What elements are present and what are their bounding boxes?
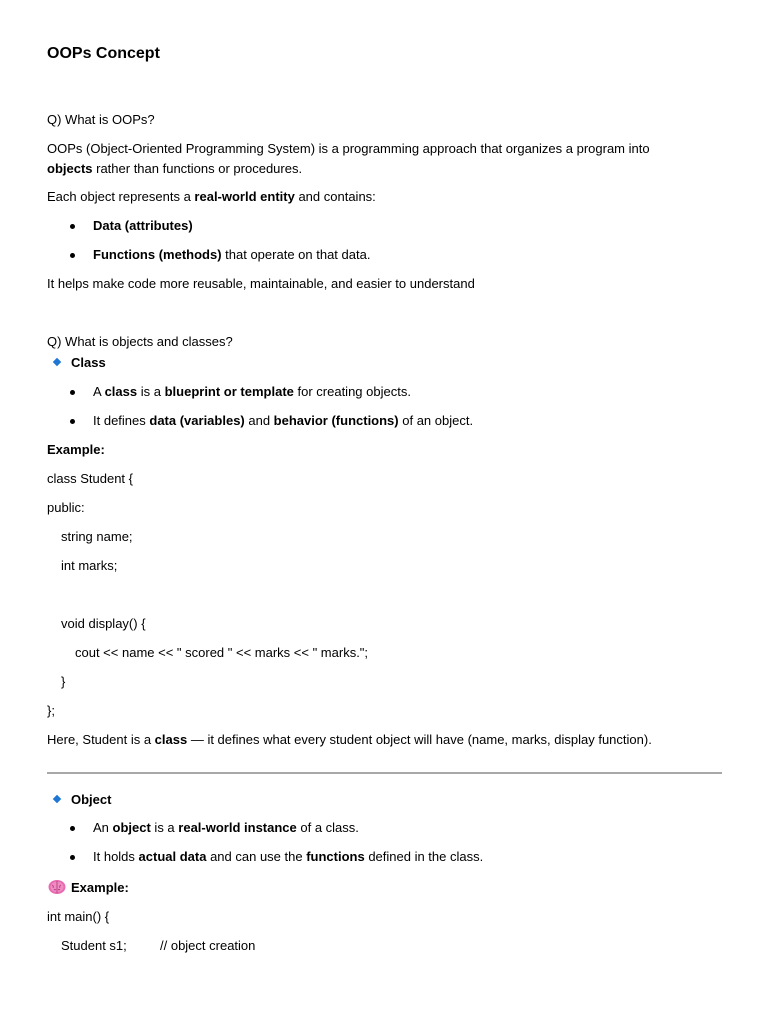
text: of a class.: [296, 820, 359, 835]
code-line: };: [47, 703, 55, 718]
bold-text: behavior (functions): [273, 413, 399, 428]
example-label: [71, 880, 129, 896]
text: It holds: [93, 849, 139, 864]
bold-text: functions: [306, 849, 365, 864]
list-item: [93, 247, 370, 263]
class-explanation: [47, 732, 652, 748]
list-item: [93, 820, 359, 836]
bullet-icon: [70, 224, 75, 229]
text: that operate on that data.: [221, 247, 371, 262]
bold-text: actual data: [138, 849, 207, 864]
bold-text: class: [104, 384, 138, 399]
oops-definition-line1: OOPs (Object-Oriented Programming System) is a programming approach that organizes a program into: [47, 141, 650, 156]
text: — it defines what every student object will have (name, marks, display function).: [187, 732, 652, 747]
bold-text: class: [154, 732, 188, 747]
code-line: string name;: [61, 529, 133, 544]
code-comment: // object creation: [160, 938, 256, 953]
question-objects-classes: Q) What is objects and classes?: [47, 334, 233, 349]
bullet-icon: [70, 419, 75, 424]
object-heading: [71, 792, 111, 808]
text: Each object represents a: [47, 189, 195, 204]
text: for creating objects.: [293, 384, 411, 399]
bold-text: object: [112, 820, 151, 835]
code-line: void display() {: [61, 616, 146, 631]
bold-text: blueprint or template: [164, 384, 294, 399]
code-line: int marks;: [61, 558, 118, 573]
bullet-icon: [70, 390, 75, 395]
helps-line: It helps make code more reusable, maintainable, and easier to understand: [47, 276, 475, 291]
oops-definition-line2: [47, 161, 302, 177]
example-label: [47, 442, 105, 458]
code-line: public:: [47, 500, 85, 515]
object-represents-line: [47, 189, 376, 205]
text: An: [93, 820, 113, 835]
text: and contains:: [294, 189, 376, 204]
bold-text: Functions (methods): [93, 247, 222, 262]
bold-text: real-world entity: [194, 189, 295, 204]
code-line: int main() {: [47, 909, 110, 924]
code-line: Student s1;: [61, 938, 127, 953]
bold-text: Example:: [71, 880, 129, 895]
text: and can use the: [206, 849, 307, 864]
bold-text: data (variables): [149, 413, 245, 428]
text: of an object.: [398, 413, 474, 428]
list-item: [93, 849, 483, 865]
text: rather than functions or procedures.: [92, 161, 303, 176]
bullet-icon: [70, 855, 75, 860]
bold-text: Object: [71, 792, 112, 807]
code-line: }: [61, 674, 66, 689]
bullet-icon: [70, 253, 75, 258]
class-heading: [71, 355, 106, 371]
code-line: cout << name << " scored " << marks << " marks.";: [75, 645, 369, 660]
text: and: [244, 413, 274, 428]
bold-text: objects: [47, 161, 93, 176]
list-item: [93, 413, 473, 429]
bullet-icon: [70, 826, 75, 831]
bold-text: real-world instance: [178, 820, 297, 835]
text: is a: [150, 820, 179, 835]
list-item: [93, 384, 411, 400]
code-line: class Student {: [47, 471, 133, 486]
horizontal-rule: [47, 772, 722, 774]
brain-icon: [48, 879, 66, 895]
text: defined in the class.: [364, 849, 484, 864]
bold-text: Class: [71, 355, 106, 370]
text: Here, Student is a: [47, 732, 155, 747]
diamond-icon: [53, 795, 61, 803]
text: is a: [137, 384, 165, 399]
page-title: OOPs Concept: [47, 45, 160, 62]
question-oops: Q) What is OOPs?: [47, 112, 155, 127]
text: A: [93, 384, 105, 399]
bold-text: Example:: [47, 442, 105, 457]
list-item: [93, 218, 193, 234]
text: It defines: [93, 413, 150, 428]
bold-text: Data (attributes): [93, 218, 193, 233]
diamond-icon: [53, 358, 61, 366]
